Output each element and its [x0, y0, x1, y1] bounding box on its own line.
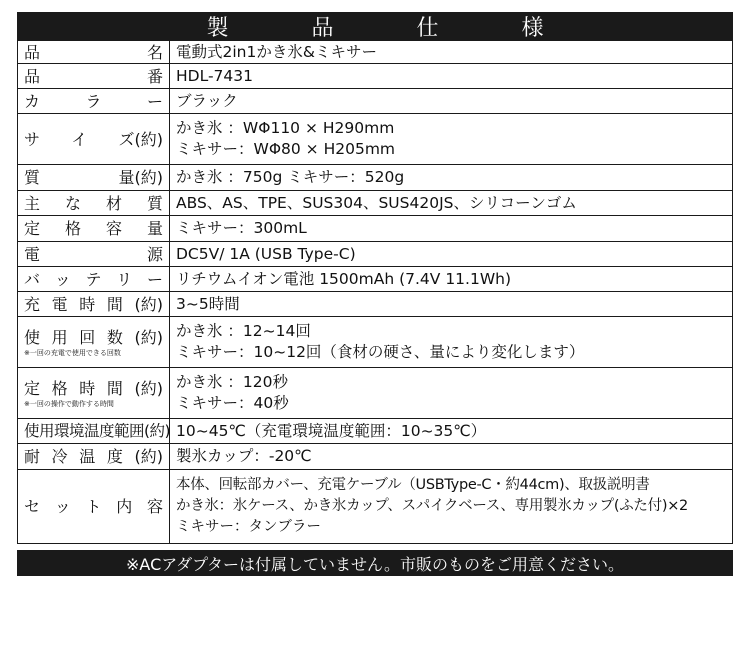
spec-row-cold-resistance [18, 444, 733, 470]
row-value: 10~45℃（充電環境温度範囲：10~35℃） [170, 419, 733, 444]
row-value: 製氷カップ：-20℃ [170, 444, 733, 470]
spec-row-color [18, 89, 733, 114]
value-line: ミキサー：タンブラー [176, 519, 321, 535]
value-line: かき氷：氷ケース、かき氷カップ、スパイクベース、専用製氷カップ(ふた付)×2 [176, 498, 688, 514]
row-value: DC5V/ 1A (USB Type-C) [170, 242, 733, 267]
spec-row-battery [18, 267, 733, 292]
row-label: 定 格 容 量 [18, 216, 170, 242]
value-line: ミキサー：10~12回（食材の硬さ、量により変化します） [176, 343, 585, 361]
row-label: 充 電 時 間 (約) [18, 292, 170, 317]
row-label: セ ッ ト 内 容 [18, 470, 170, 544]
row-value: ABS、AS、TPE、SUS304、SUS420JS、シリコーンゴム [170, 191, 733, 216]
row-value: 3~5時間 [170, 292, 733, 317]
spec-row-weight [18, 165, 733, 191]
row-label: 定 格 時 間 (約) ※一回の操作で動作する時間 [18, 368, 170, 419]
spec-row-operating-temperature [18, 419, 733, 444]
value-line: 本体、回転部カバー、充電ケーブル（USBType-C・約44cm)、取扱説明書 [176, 477, 650, 493]
row-value: HDL-7431 [170, 64, 733, 89]
spec-row-contents [18, 470, 733, 544]
row-sublabel: ※一回の充電で使用できる回数 [24, 348, 121, 357]
value-line: かき氷 ：120秒 [176, 373, 289, 391]
row-value: ブラック [170, 89, 733, 114]
footer-note: ※ACアダプターは付属していません。市販のものをご用意ください。 [17, 550, 733, 576]
spec-row-model-number [18, 64, 733, 89]
row-label: 品 番 [18, 64, 170, 89]
row-label: 使 用 回 数 (約) ※一回の充電で使用できる回数 [18, 317, 170, 368]
spec-table [17, 40, 733, 544]
spec-row-product-name [18, 41, 733, 64]
row-value: かき氷 ：750g ミキサー：520g [170, 165, 733, 191]
spec-title: 製 品 仕 様 [17, 12, 733, 40]
row-label: 使用環境温度範囲(約) [18, 419, 170, 444]
row-value: 電動式2in1かき氷&ミキサー [170, 41, 733, 64]
spec-row-size [18, 114, 733, 165]
row-label: 品 名 [18, 41, 170, 64]
row-value [170, 114, 733, 165]
row-value [170, 368, 733, 419]
row-value [170, 317, 733, 368]
value-line: ミキサー：40秒 [176, 394, 289, 412]
value-line: かき氷 ：WΦ110 × H290mm [176, 119, 395, 137]
spec-row-usage-count [18, 317, 733, 368]
spec-sheet [17, 12, 733, 576]
spec-row-materials [18, 191, 733, 216]
value-line: かき氷 ：12~14回 [176, 322, 311, 340]
row-label: サ イ ズ(約) [18, 114, 170, 165]
row-label: 質 量(約) [18, 165, 170, 191]
spec-row-rated-time [18, 368, 733, 419]
value-line: ミキサー：WΦ80 × H205mm [176, 140, 396, 158]
row-value: リチウムイオン電池 1500mAh (7.4V 11.1Wh) [170, 267, 733, 292]
row-label: 電 源 [18, 242, 170, 267]
spec-row-rated-capacity [18, 216, 733, 242]
row-label: 耐 冷 温 度 (約) [18, 444, 170, 470]
row-label: バ ッ テ リ ー [18, 267, 170, 292]
spec-row-power [18, 242, 733, 267]
row-value [170, 470, 733, 544]
row-label: 主 な 材 質 [18, 191, 170, 216]
row-value: ミキサー：300mL [170, 216, 733, 242]
row-sublabel: ※一回の操作で動作する時間 [24, 399, 114, 408]
spec-row-charge-time [18, 292, 733, 317]
row-label: カ ラ ー [18, 89, 170, 114]
